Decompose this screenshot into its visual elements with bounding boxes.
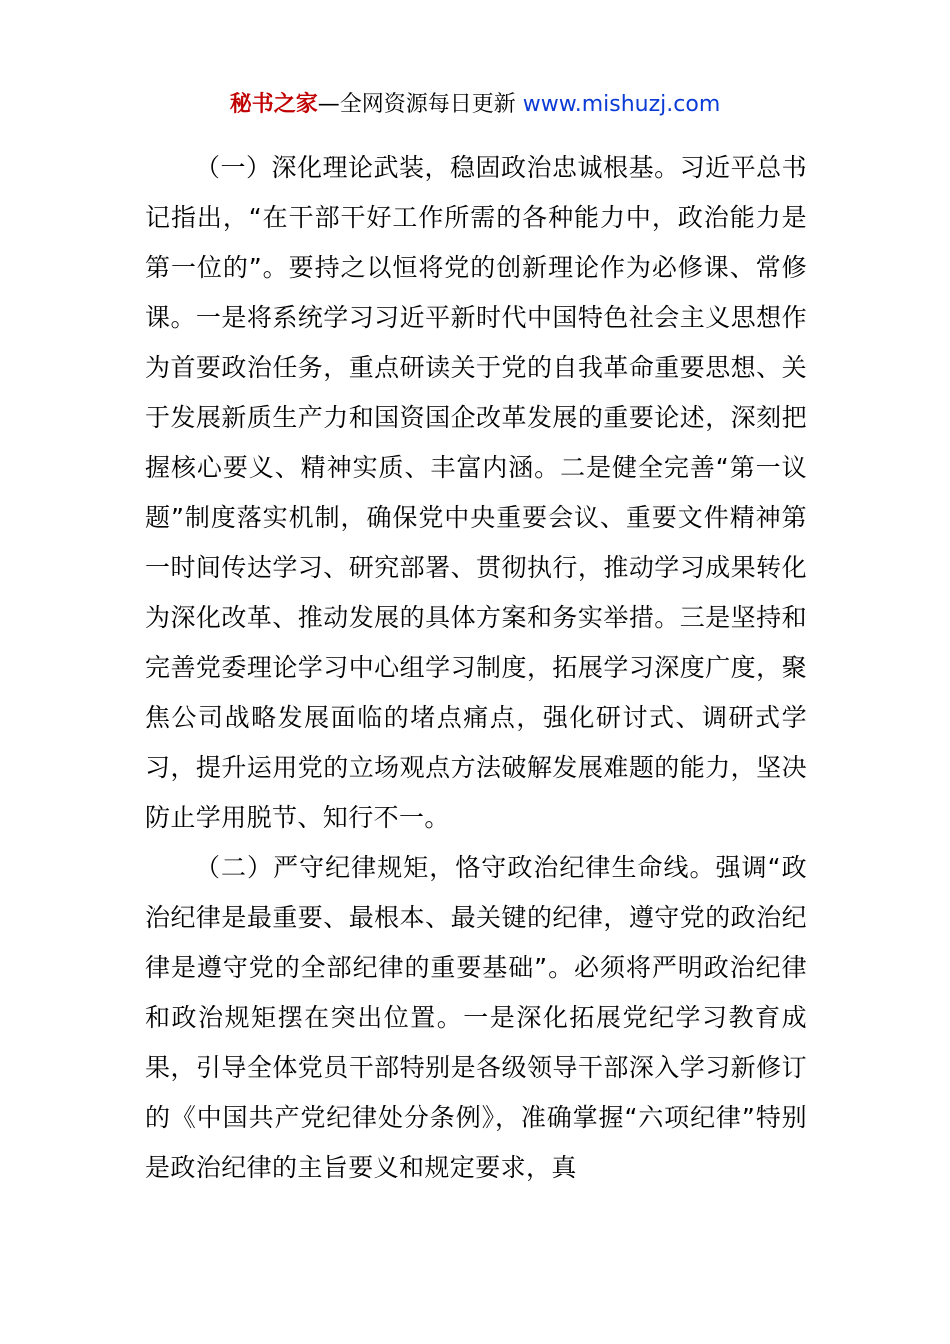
page-header	[0, 88, 950, 122]
site-url-link[interactable]: www.mishuzj.com	[522, 92, 721, 117]
brand-name: 秘书之家	[229, 92, 318, 117]
paragraph-1: （一）深化理论武装，稳固政治忠诚根基。习近平总书记指出，“在干部干好工作所需的各种能力中，政治能力是第一位的”。要持之以恒将党的创新理论作为必修课、常修课。一是将系统学习习近平新时代中国特色社会主义思想作为首要政治任务，重点研读关于党的自我革命重要思想、关于发展新质生产力和国资国企改革发展的重要论述，深刻把握核心要义、精神实质、丰富内涵。二是健全完善“第一议题”制度落实机制，确保党中央重要会议、重要文件精神第一时间传达学习、研究部署、贯彻执行，推动学习成果转化为深化改革、推动发展的具体方案和务实举措。三是坚持和完善党委理论学习中心组学习制度，拓展学习深度广度，聚焦公司战略发展面临的堵点痛点，强化研讨式、调研式学习，提升运用党的立场观点方法破解发展难题的能力，坚决防止学用脱节、知行不一。	[145, 153, 807, 832]
paragraph-2: （二）严守纪律规矩，恪守政治纪律生命线。强调“政治纪律是最重要、最根本、最关键的纪律，遵守党的政治纪律是遵守党的全部纪律的重要基础”。必须将严明政治纪律和政治规矩摆在突出位置。一是深化拓展党纪学习教育成果，引导全体党员干部特别是各级领导干部深入学习新修订的《中国共产党纪律处分条例》，准确掌握“六项纪律”特别是政治纪律的主旨要义和规定要求，真	[145, 853, 807, 1182]
header-tagline: —全网资源每日更新	[317, 92, 523, 117]
document-body	[145, 143, 807, 1193]
